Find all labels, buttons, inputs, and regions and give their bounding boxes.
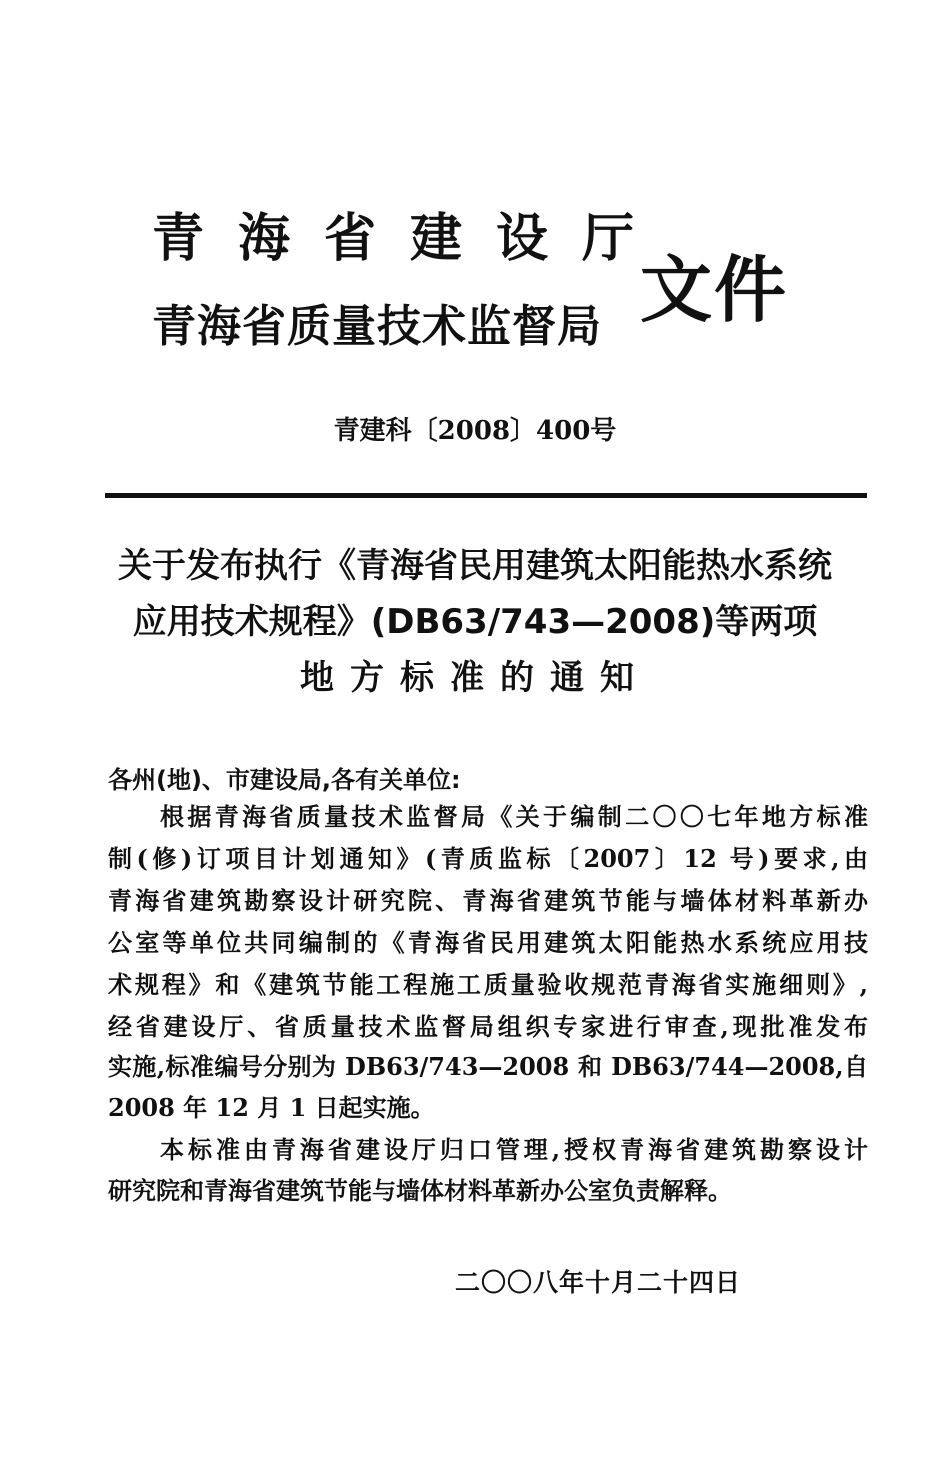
body-line: 术规程》和《建筑节能工程施工质量验收规范青海省实施细则》, [108, 970, 868, 999]
document-number: 青建科〔2008〕400号 [333, 416, 617, 446]
notice-title-line-1: 关于发布执行《青海省民用建筑太阳能热水系统 [118, 546, 832, 586]
document-label: 文件 [640, 247, 789, 332]
body-line: 根据青海省质量技术监督局《关于编制二〇〇七年地方标准 [160, 802, 868, 831]
header-divider [105, 493, 867, 498]
body-line: 本标准由青海省建设厅归口管理,授权青海省建筑勘察设计 [160, 1135, 868, 1164]
addressee: 各州(地)、市建设局,各有关单位: [108, 766, 461, 794]
issuer-quality-bureau: 青海省质量技术监督局 [152, 301, 602, 352]
issue-date: 二〇〇八年十月二十四日 [455, 1268, 742, 1297]
body-line: 实施,标准编号分别为 DB63/743—2008 和 DB63/744—2008,自 [108, 1052, 868, 1081]
issuer-construction-dept: 青海省建设厅 [152, 208, 669, 269]
body-line: 研究院和青海省建筑节能与墙体材料革新办公室负责解释。 [108, 1176, 732, 1205]
body-line: 公室等单位共同编制的《青海省民用建筑太阳能热水系统应用技 [108, 928, 868, 957]
notice-title-line-2: 应用技术规程》(DB63/743—2008)等两项 [132, 602, 818, 642]
body-line: 制(修)订项目计划通知》(青质监标〔2007〕12 号)要求,由 [108, 844, 868, 873]
body-line: 2008 年 12 月 1 日起实施。 [108, 1093, 435, 1122]
notice-title-line-3: 地方标准的通知 [300, 658, 650, 698]
body-line: 经省建设厅、省质量技术监督局组织专家进行审查,现批准发布 [108, 1012, 868, 1041]
body-line: 青海省建筑勘察设计研究院、青海省建筑节能与墙体材料革新办 [108, 886, 868, 915]
